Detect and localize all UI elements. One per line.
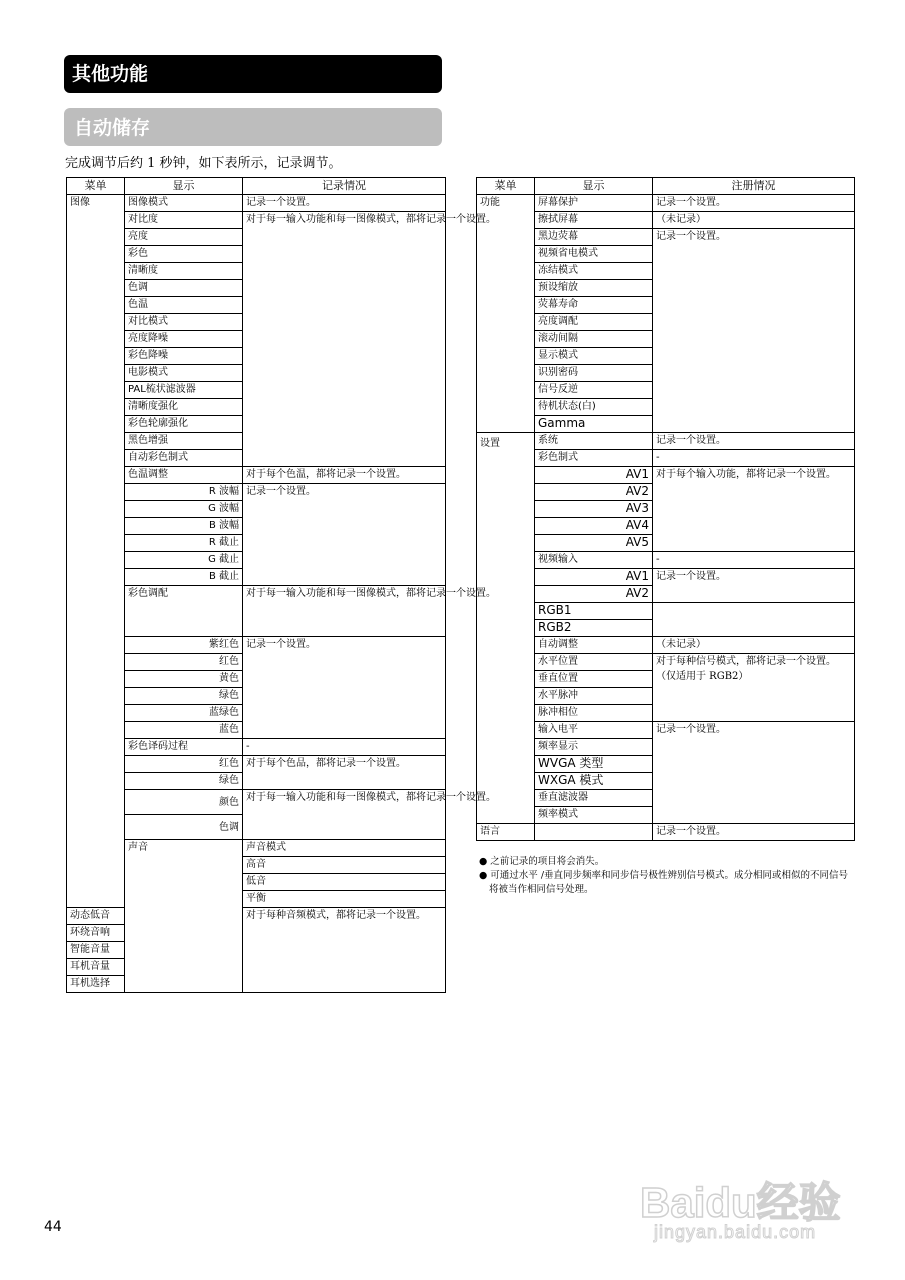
table-row: 色温 [125, 297, 243, 314]
table-row: 绿色 [125, 773, 243, 790]
table-row: 水平位置 [535, 654, 653, 671]
table-row: RGB1 [535, 603, 653, 620]
col-header-display: 显示 [535, 178, 653, 195]
table-row: AV1 [535, 569, 653, 586]
section-title: 其他功能 [64, 55, 442, 93]
table-row: 对比度 [125, 212, 243, 229]
table-row: 智能音量 [67, 942, 125, 959]
table-row: 滚动间隔 [535, 331, 653, 348]
table-row: 低音 [243, 874, 446, 891]
table-row: Gamma [535, 416, 653, 433]
record-cell [653, 654, 855, 722]
record-cell: 记录一个设置。 [653, 195, 855, 212]
table-row: 输入电平 [535, 722, 653, 739]
table-row: 亮度降噪 [125, 331, 243, 348]
table-row: 彩色轮廓强化 [125, 416, 243, 433]
table-row: 黑色增强 [125, 433, 243, 450]
table-row: PAL梳状滤波器 [125, 382, 243, 399]
table-row: 耳机选择 [67, 976, 125, 993]
table-row: 图像模式 [125, 195, 243, 212]
record-cell: 对于每一输入功能和每一图像模式，都将记录一个设置。 [243, 586, 446, 637]
table-row: 彩色 [125, 246, 243, 263]
col-header-record: 记录情况 [243, 178, 446, 195]
menu-language: 语言 [477, 824, 535, 841]
table-row: 垂直滤波器 [535, 790, 653, 807]
table-row: 待机状态(白) [535, 399, 653, 416]
table-row: 预设缩放 [535, 280, 653, 297]
table-row: G 截止 [125, 552, 243, 569]
watermark-url: jingyan.baidu.com [654, 1222, 817, 1242]
table-row: 视频输入 [535, 552, 653, 569]
table-row: 色调 [125, 815, 243, 840]
table-row: 黑边荧幕 [535, 229, 653, 246]
table-row: 蓝绿色 [125, 705, 243, 722]
record-cell: 记录一个设置。 [653, 824, 855, 841]
table-row: 高音 [243, 857, 446, 874]
footnote: ● 可通过水平 /垂直同步频率和同步信号极性辨别信号模式。成分相同或相似的不同信号将被当作相同信号处理。 [479, 870, 849, 895]
table-row: 频率显示 [535, 739, 653, 756]
table-row: 清晰度强化 [125, 399, 243, 416]
table-row: 平衡 [243, 891, 446, 908]
record-cell: 记录一个设置。 [653, 722, 855, 824]
record-rgb2-only: （仅适用于 RGB2） [656, 671, 749, 682]
table-row: 环绕音响 [67, 925, 125, 942]
table-row: 亮度调配 [535, 314, 653, 331]
table-row: 擦拭屏幕 [535, 212, 653, 229]
record-cell: （未记录） [653, 212, 855, 229]
footnote: ● 之前记录的项目将会消失。 [479, 856, 605, 867]
table-row: 自动彩色制式 [125, 450, 243, 467]
table-row: 红色 [125, 756, 243, 773]
record-cell: 记录一个设置。 [243, 637, 446, 739]
table-row: 频率模式 [535, 807, 653, 824]
col-header-menu: 菜单 [67, 178, 125, 195]
table-row: 红色 [125, 654, 243, 671]
table-row: 电影模式 [125, 365, 243, 382]
table-row: WVGA 类型 [535, 756, 653, 773]
table-row: R 波幅 [125, 484, 243, 501]
col-header-display: 显示 [125, 178, 243, 195]
table-row: 系统 [535, 433, 653, 450]
col-header-menu: 菜单 [477, 178, 535, 195]
table-row: 视频省电模式 [535, 246, 653, 263]
table-row: 绿色 [125, 688, 243, 705]
table-row: 荧幕寿命 [535, 297, 653, 314]
record-cell: 记录一个设置。 [653, 433, 855, 450]
table-row: AV2 [535, 586, 653, 603]
record-cell: 记录一个设置。 [243, 484, 446, 586]
record-each-signal: 对于每种信号模式，都将记录一个设置。 [656, 656, 836, 667]
record-cell: - [243, 739, 446, 756]
table-row: B 波幅 [125, 518, 243, 535]
table-row: 彩色译码过程 [125, 739, 243, 756]
table-row: 颜色 [125, 790, 243, 815]
col-header-register: 注册情况 [653, 178, 855, 195]
page-number: 44 [44, 1219, 62, 1235]
table-row: AV2 [535, 484, 653, 501]
table-row: 色温调整 [125, 467, 243, 484]
table-row: 脉冲相位 [535, 705, 653, 722]
table-row: AV5 [535, 535, 653, 552]
record-cell: 对于每一输入功能和每一图像模式，都将记录一个设置。 [243, 790, 446, 840]
table-row: 彩色制式 [535, 450, 653, 467]
menu-sound: 声音 [125, 840, 243, 993]
table-row: 识别密码 [535, 365, 653, 382]
table-row: G 波幅 [125, 501, 243, 518]
record-cell: 记录一个设置。 [653, 569, 855, 603]
table-row: RGB2 [535, 620, 653, 637]
watermark-logo: Baidu经验 [640, 1179, 841, 1226]
record-cell [653, 603, 855, 637]
table-row: WXGA 模式 [535, 773, 653, 790]
table-row: 水平脉冲 [535, 688, 653, 705]
record-cell: 对于每个色品，都将记录一个设置。 [243, 756, 446, 790]
table-row: 冻结模式 [535, 263, 653, 280]
table-row: 对比模式 [125, 314, 243, 331]
record-cell: 对于每个输入功能，都将记录一个设置。 [653, 467, 855, 552]
table-row: AV1 [535, 467, 653, 484]
table-row: 蓝色 [125, 722, 243, 739]
watermark [640, 1150, 860, 1250]
menu-setup: 设置 [477, 433, 535, 824]
record-cell: 对于每一输入功能和每一图像模式，都将记录一个设置。 [243, 212, 446, 467]
record-cell: 记录一个设置。 [243, 195, 446, 212]
record-cell: - [653, 552, 855, 569]
table-row: 黄色 [125, 671, 243, 688]
record-cell: 记录一个设置。 [653, 229, 855, 433]
record-cell: 对于每个色温，都将记录一个设置。 [243, 467, 446, 484]
table-row: 动态低音 [67, 908, 125, 925]
record-cell: - [653, 450, 855, 467]
sub-title: 自动储存 [64, 108, 442, 146]
table-row: 紫红色 [125, 637, 243, 654]
table-row: 亮度 [125, 229, 243, 246]
settings-table-2 [476, 177, 855, 841]
table-row: 彩色降噪 [125, 348, 243, 365]
table-row: 信号反逆 [535, 382, 653, 399]
record-cell: 对于每种音频模式，都将记录一个设置。 [243, 908, 446, 993]
table-row: B 截止 [125, 569, 243, 586]
footnotes [477, 855, 857, 897]
intro-text: 完成调节后约 1 秒钟，如下表所示，记录调节。 [65, 156, 342, 171]
table-row: 色调 [125, 280, 243, 297]
table-row: AV4 [535, 518, 653, 535]
table-row: 显示模式 [535, 348, 653, 365]
record-cell: （未记录） [653, 637, 855, 654]
table-row: AV3 [535, 501, 653, 518]
table-row: 屏幕保护 [535, 195, 653, 212]
table-row: 彩色调配 [125, 586, 243, 637]
table-row: R 截止 [125, 535, 243, 552]
menu-image: 图像 [67, 195, 125, 908]
table-row: 声音模式 [243, 840, 446, 857]
table-row: 自动调整 [535, 637, 653, 654]
table-row: 耳机音量 [67, 959, 125, 976]
menu-function: 功能 [477, 195, 535, 433]
table-row [535, 824, 653, 841]
table-row: 清晰度 [125, 263, 243, 280]
table-row: 垂直位置 [535, 671, 653, 688]
